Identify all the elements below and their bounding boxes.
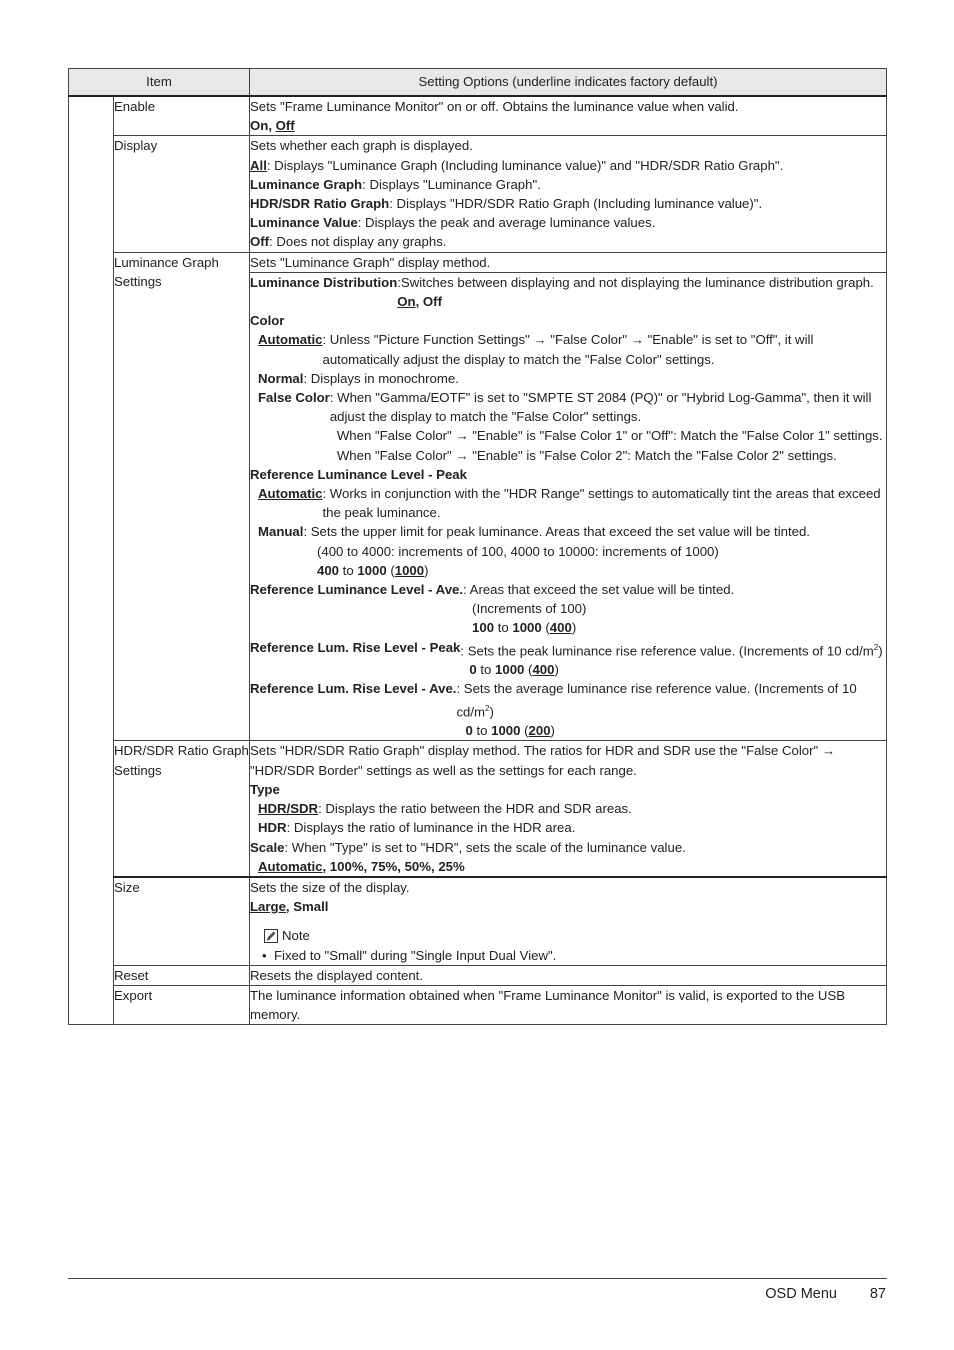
lum-graph-desc: Sets "Luminance Graph" display method.: [250, 252, 887, 272]
color-false-color: [250, 388, 886, 465]
option-key: Off: [250, 234, 270, 250]
option-value: : Displays "Luminance Graph (Including luminance value)" and "HDR/SDR Ratio Graph".: [266, 157, 784, 173]
option-key: Reference Lum. Rise Level - Peak: [250, 639, 461, 655]
rise-ave-desc: [456, 679, 886, 721]
ratio-scale-values: [250, 857, 886, 876]
row-content: [250, 741, 887, 877]
row-content: [250, 136, 887, 252]
lum-dist-values: [397, 292, 886, 311]
values: , Small: [285, 899, 329, 915]
option-value: : When "Gamma/EOTF" is set to "SMPTE ST 2084 (PQ)" or "Hybrid Log-Gamma", then it will adjust the display to match the "False Color" settings.: [329, 390, 872, 425]
row-content: [250, 96, 887, 136]
ave-range: 100 to 1000 (400): [472, 620, 577, 636]
option-key: Luminance Distribution: [250, 274, 398, 290]
option-key: Scale: [250, 839, 285, 855]
rise-peak-range: 0 to 1000 (400): [469, 662, 559, 678]
enable-options: [250, 116, 886, 135]
row-label: Export: [114, 985, 250, 1024]
display-option-off: [250, 232, 886, 251]
option-value: : Works in conjunction with the "HDR Range" settings to automatically tint the areas that exceed the peak luminance.: [322, 486, 881, 521]
peak-automatic: [250, 484, 886, 522]
range-to: to: [472, 723, 492, 739]
ratio-type-heading: [250, 780, 886, 799]
option-value: : Sets the peak luminance rise reference value. (Increments of 10 cd/m: [460, 643, 874, 659]
row-label: Display: [114, 136, 250, 252]
option-key: Automatic: [258, 486, 323, 502]
option-value: : Sets the average luminance rise reference value. (Increments of 10 cd/m: [456, 681, 857, 720]
footer-section: OSD Menu: [765, 1286, 837, 1302]
value-default: Large: [250, 899, 286, 915]
option-value: : Displays "HDR/SDR Ratio Graph (Including luminance value)".: [389, 196, 763, 212]
ratio-scale: [250, 838, 886, 857]
option-key: Reference Luminance Level - Ave.: [250, 582, 464, 598]
value-sep: ,: [415, 294, 423, 310]
display-option-lv: [250, 213, 886, 232]
row-size: [69, 877, 887, 965]
table-header-row: [69, 69, 887, 97]
settings-table: [68, 68, 887, 1025]
heading: Color: [250, 313, 285, 329]
note-bullet-text: Fixed to "Small" during "Single Input Dual View".: [273, 947, 557, 963]
range-min: 0: [465, 723, 473, 739]
row-ratio: [69, 741, 887, 877]
row-reset: [69, 965, 887, 985]
display-option-lg: [250, 175, 886, 194]
ratio-desc: Sets "HDR/SDR Ratio Graph" display method. The ratios for HDR and SDR use the "False Color" → "HDR/SDR Border" settings as well as the settings for each range.: [250, 743, 836, 778]
size-desc: Sets the size of the display.: [250, 879, 410, 895]
rise-peak-desc: [460, 638, 886, 661]
option-key: Manual: [258, 524, 304, 540]
option-value: : Sets the upper limit for peak luminance. Areas that exceed the set value will be tinted.: [303, 524, 810, 540]
note-heading: [250, 926, 886, 945]
lum-dist: [250, 273, 886, 311]
display-desc: Sets whether each graph is displayed.: [250, 138, 473, 154]
display-option-ratio: [250, 194, 886, 213]
option-value: : Displays "Luminance Graph".: [362, 176, 541, 192]
range-default: 200: [528, 723, 551, 739]
value-default: Automatic: [258, 858, 323, 874]
range-default: 400: [549, 620, 572, 636]
row-display: [69, 136, 887, 252]
option-value: :Switches between displaying and not displaying the luminance distribution graph.: [397, 274, 874, 290]
enable-desc: Sets "Frame Luminance Monitor" on or off. Obtains the luminance value when valid.: [250, 99, 739, 114]
row-content: [250, 877, 887, 965]
option-key: HDR: [258, 820, 287, 836]
option-key: All: [250, 157, 267, 173]
note-bullet: • Fixed to "Small" during "Single Input Dual View".: [262, 947, 557, 963]
row-label: Luminance Graph Settings: [114, 252, 250, 741]
color-automatic: [250, 330, 886, 368]
header-item: Item: [69, 69, 250, 97]
size-values: [250, 897, 886, 916]
color-heading: [250, 311, 886, 330]
row-label: Size: [114, 877, 250, 965]
option-key: Luminance Value: [250, 215, 358, 231]
range-max: 1000: [512, 620, 542, 636]
option-value: : Areas that exceed the set value will be tinted.: [463, 582, 735, 598]
row-label: Reset: [114, 965, 250, 985]
export-desc: The luminance information obtained when "Frame Luminance Monitor" is valid, is exported to the USB memory.: [250, 985, 887, 1024]
row-label: Enable: [114, 96, 250, 136]
option-key: HDR/SDR: [258, 801, 319, 817]
range-default: 1000: [394, 562, 425, 578]
range-min: 400: [317, 562, 340, 578]
header-options: Setting Options (underline indicates factory default): [250, 69, 887, 97]
option-value: : Displays in monochrome.: [303, 370, 459, 386]
ratio-type-hdrsdr: [250, 799, 886, 818]
values: , 100%, 75%, 50%, 25%: [322, 858, 465, 874]
page-number: 87: [869, 1286, 886, 1302]
option-on: On: [250, 118, 269, 134]
option-off-default: Off: [275, 118, 295, 134]
rise-ave-range: 0 to 1000 (200): [465, 723, 555, 739]
heading: Type: [250, 781, 280, 797]
range-min: 0: [469, 662, 477, 678]
rise-ave: [250, 679, 886, 740]
range-to: to: [476, 662, 496, 678]
row-label: HDR/SDR Ratio Graph Settings: [114, 741, 250, 877]
option-key: HDR/SDR Ratio Graph: [250, 196, 390, 212]
superscript: 2: [873, 642, 879, 652]
range-min: 100: [472, 620, 495, 636]
rise-peak: [250, 638, 886, 680]
option-key: Normal: [258, 370, 304, 386]
reset-desc: Resets the displayed content.: [250, 965, 887, 985]
row-enable: [69, 96, 887, 136]
option-value: When "False Color" → "Enable" is "False Color 2": Match the "False Color 2" settings.: [336, 447, 837, 463]
parent-item-cell: [69, 96, 114, 1025]
option-value: : Displays the ratio between the HDR and SDR areas.: [318, 801, 632, 817]
peak-manual-inc: (400 to 4000: increments of 100, 4000 to 10000: increments of 1000): [317, 543, 719, 559]
value-default: On: [397, 294, 416, 310]
range-max: 1000: [495, 662, 525, 678]
option-key: Automatic: [258, 332, 323, 348]
ave-level: [250, 580, 886, 638]
row-content: [250, 272, 887, 741]
range-to: to: [339, 562, 358, 578]
peak-manual-range: 400 to 1000 (1000): [317, 562, 429, 578]
option-value: When "False Color" → "Enable" is "False Color 1" or "Off": Match the "False Color 1" settings.: [336, 428, 883, 444]
option-value: : Displays the ratio of luminance in the HDR area.: [286, 820, 576, 836]
footer-rule: [68, 1278, 887, 1279]
range-default: 400: [532, 662, 555, 678]
option-key: False Color: [258, 390, 330, 406]
peak-heading: [250, 465, 886, 484]
superscript: 2: [485, 703, 490, 713]
heading: Reference Luminance Level - Peak: [250, 466, 467, 482]
option-value: : Does not display any graphs.: [269, 234, 447, 250]
range-max: 1000: [357, 562, 387, 578]
option-value: : When "Type" is set to "HDR", sets the scale of the luminance value.: [284, 839, 686, 855]
range-to: to: [494, 620, 513, 636]
option-value: : Displays the peak and average luminance values.: [357, 215, 656, 231]
option-value: : Unless "Picture Function Settings" → "False Color" → "Enable" is set to "Off", it will automatically adjust the display to match the "False Color" settings.: [322, 332, 814, 367]
option-value-end: ): [489, 704, 494, 720]
range-max: 1000: [491, 723, 521, 739]
option-key: Luminance Graph: [250, 176, 363, 192]
option-inc: (Increments of 100): [472, 601, 587, 617]
peak-manual: [250, 522, 886, 541]
row-export: [69, 985, 887, 1024]
note-pencil-icon: [264, 929, 278, 943]
option-key: Reference Lum. Rise Level - Ave.: [250, 681, 457, 697]
option-sep: ,: [268, 118, 276, 134]
option-value-end: ): [878, 643, 883, 659]
note-label: Note: [282, 928, 310, 944]
row-lum-graph: [69, 252, 887, 272]
display-option-all: [250, 156, 886, 175]
value: Off: [422, 294, 442, 310]
ratio-type-hdr: [250, 818, 886, 837]
color-normal: [250, 369, 886, 388]
